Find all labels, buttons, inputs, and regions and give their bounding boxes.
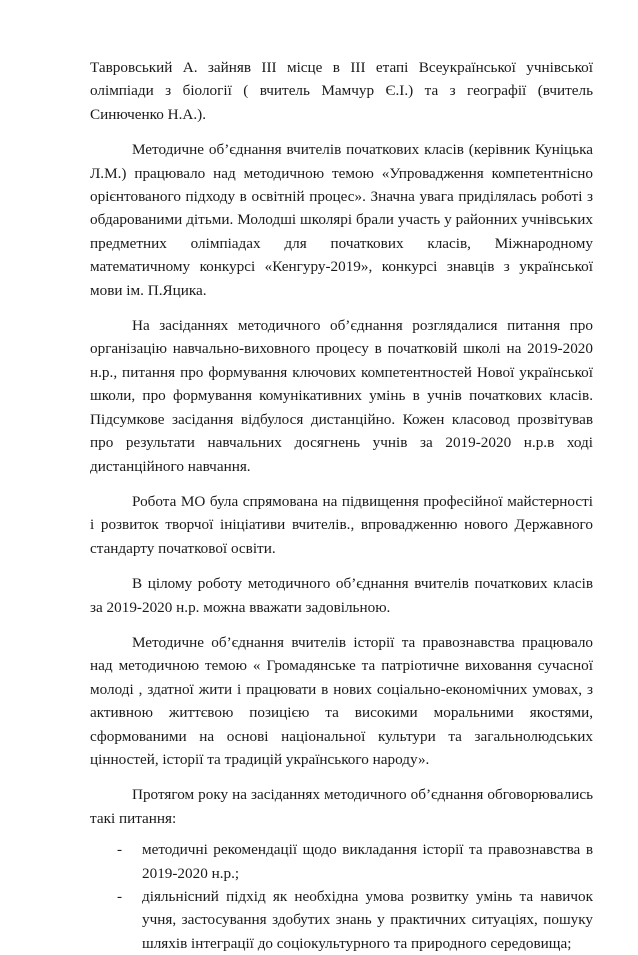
paragraph-history-mo-theme: Методичне об’єднання вчителів історії та правознавства працювало над методичною темою « Громадянське та патріотичне виховання сучасної молоді , здатної жити і працювати в нових соціально-економічних умовах, з активною життєвою позицією та високими моральними якостями, сформованими на основі національної культури та загальнолюдських цінностей, історії та традицій українського народу». — [90, 633, 593, 768]
list-dash-marker: - — [117, 888, 123, 905]
document-page — [90, 56, 593, 955]
list-item-text: діяльнісний підхід як необхідна умова розвитку умінь та навичок учня, застосування здобутих знань у практичних ситуаціях, пошуку шляхів інтеграції до соціокультурного та природного середовища; — [142, 888, 593, 952]
topics-list — [90, 838, 593, 955]
list-dash-marker: - — [117, 841, 123, 859]
paragraph-primary-mo-meetings: На засіданнях методичного об’єднання розглядалися питання про організацію навчально-виховного процесу в початковій школі на 2019-2020 н.р., питання про формування ключових компетентностей Нової української школи, про формування комунікативних умінь в учнів початкових класів. Підсумкове засідання відбулося дистанційно. Кожен класовод прозвітував про результати навчальних досягнень учнів за 2019-2020 н.р.в ході дистанційного навчання. — [90, 317, 593, 475]
paragraph-primary-mo-theme: Методичне об’єднання вчителів початкових класів (керівник Куніцька Л.М.) працювало над методичною темою «Упровадження компетентнісно орієнтованого підходу в освітній процес». Значна увага приділялась роботі з обдарованими дітьми. Молодші школярі брали участь у районних учнівських предметних олімпіадах для початкових класів, Міжнародному математичному конкурсі «Кенгуру-2019», конкурсі знавців з української мови ім. П.Яцика. — [90, 141, 593, 299]
paragraph-history-mo-topics-intro: Протягом року на засіданнях методичного об’єднання обговорювались такі питання: — [90, 786, 593, 827]
list-item-text: методичні рекомендації щодо викладання історії та правознавства в 2019-2020 н.р.; — [142, 841, 593, 882]
list-item — [90, 838, 593, 885]
paragraph-primary-mo-work: Робота МО була спрямована на підвищення професійної майстерності і розвиток творчої ініціативи вчителів., впровадженню нового Державного стандарту початкової освіти. — [90, 492, 593, 557]
paragraph-primary-mo-assessment: В цілому роботу методичного об’єднання вчителів початкових класів за 2019-2020 н.р. можна вважати задовільною. — [90, 575, 593, 616]
paragraph-olympiad-results: Тавровський А. зайняв ІІІ місце в ІІІ етапі Всеукраїнської учнівської олімпіади з біології ( вчитель Мамчур Є.І.) та з географії (вчитель Синюченко Н.А.). — [90, 59, 593, 123]
list-item — [90, 885, 593, 955]
